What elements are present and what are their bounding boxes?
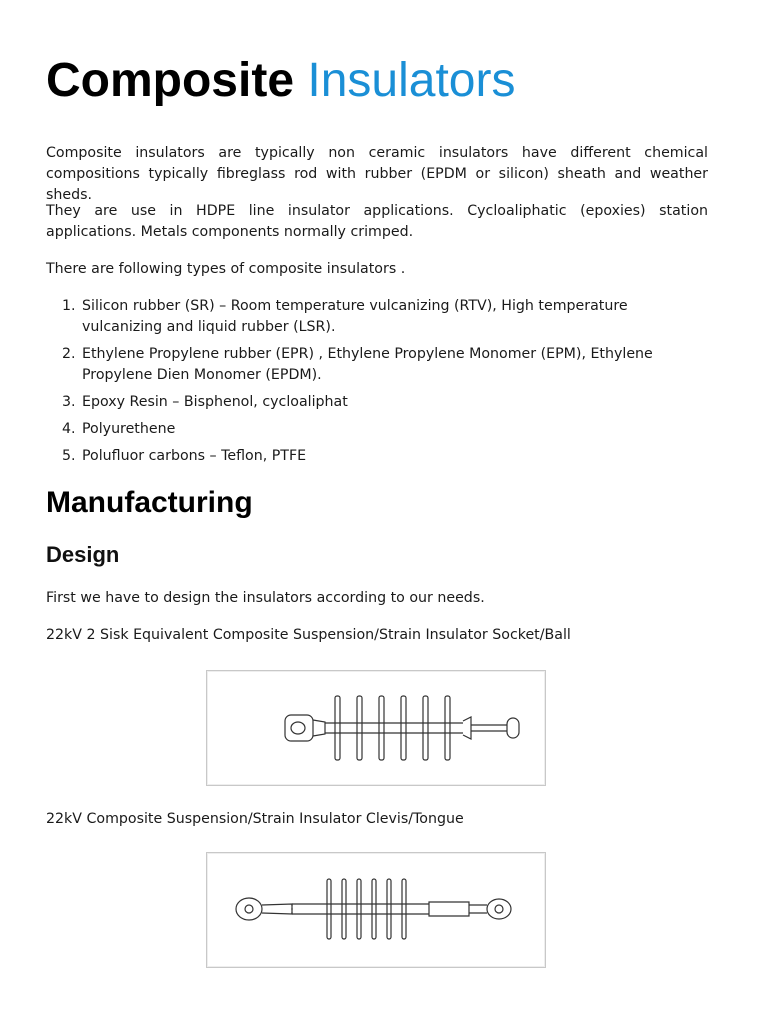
page-title	[46, 52, 515, 110]
list-item: 4. Polyurethene	[62, 421, 176, 437]
types-intro: There are following types of composite insulators .	[46, 261, 406, 277]
intro-paragraph: Composite insulators are typically non ceramic insulators have different chemical compositions typically fibreglass rod with rubber (EPDM or silicon) sheath and weather sheds.	[46, 145, 708, 203]
insulator-types-list	[46, 296, 708, 473]
list-item: 2. Ethylene Propylene rubber (EPR) , Ethylene Propylene Monomer (EPM), Ethylene Propylene Dien Monomer (EPDM).	[62, 346, 653, 383]
applications-paragraph: They are use in HDPE line insulator applications. Cycloaliphatic (epoxies) station applications. Metals components normally crimped.	[46, 203, 708, 240]
socket-ball-insulator-figure	[206, 670, 546, 786]
manufacturing-heading: Manufacturing	[46, 486, 253, 519]
title-part-insulators: Insulators	[307, 54, 516, 107]
clevis-tongue-insulator-drawing	[207, 853, 545, 967]
design-paragraph: First we have to design the insulators according to our needs.	[46, 590, 485, 606]
title-part-composite: Composite	[46, 54, 295, 107]
list-item: 5. Polufluor carbons – Teflon, PTFE	[62, 448, 307, 464]
socket-ball-insulator-drawing	[207, 671, 545, 785]
design-heading: Design	[46, 542, 120, 567]
list-item: 3. Epoxy Resin – Bisphenol, cycloaliphat	[62, 394, 348, 410]
clevis-tongue-insulator-figure	[206, 852, 546, 968]
figure1-caption: 22kV 2 Sisk Equivalent Composite Suspension/Strain Insulator Socket/Ball	[46, 627, 571, 643]
figure2-caption: 22kV Composite Suspension/Strain Insulator Clevis/Tongue	[46, 811, 464, 827]
list-item: 1. Silicon rubber (SR) – Room temperature vulcanizing (RTV), High temperature vulcanizing and liquid rubber (LSR).	[62, 298, 628, 335]
